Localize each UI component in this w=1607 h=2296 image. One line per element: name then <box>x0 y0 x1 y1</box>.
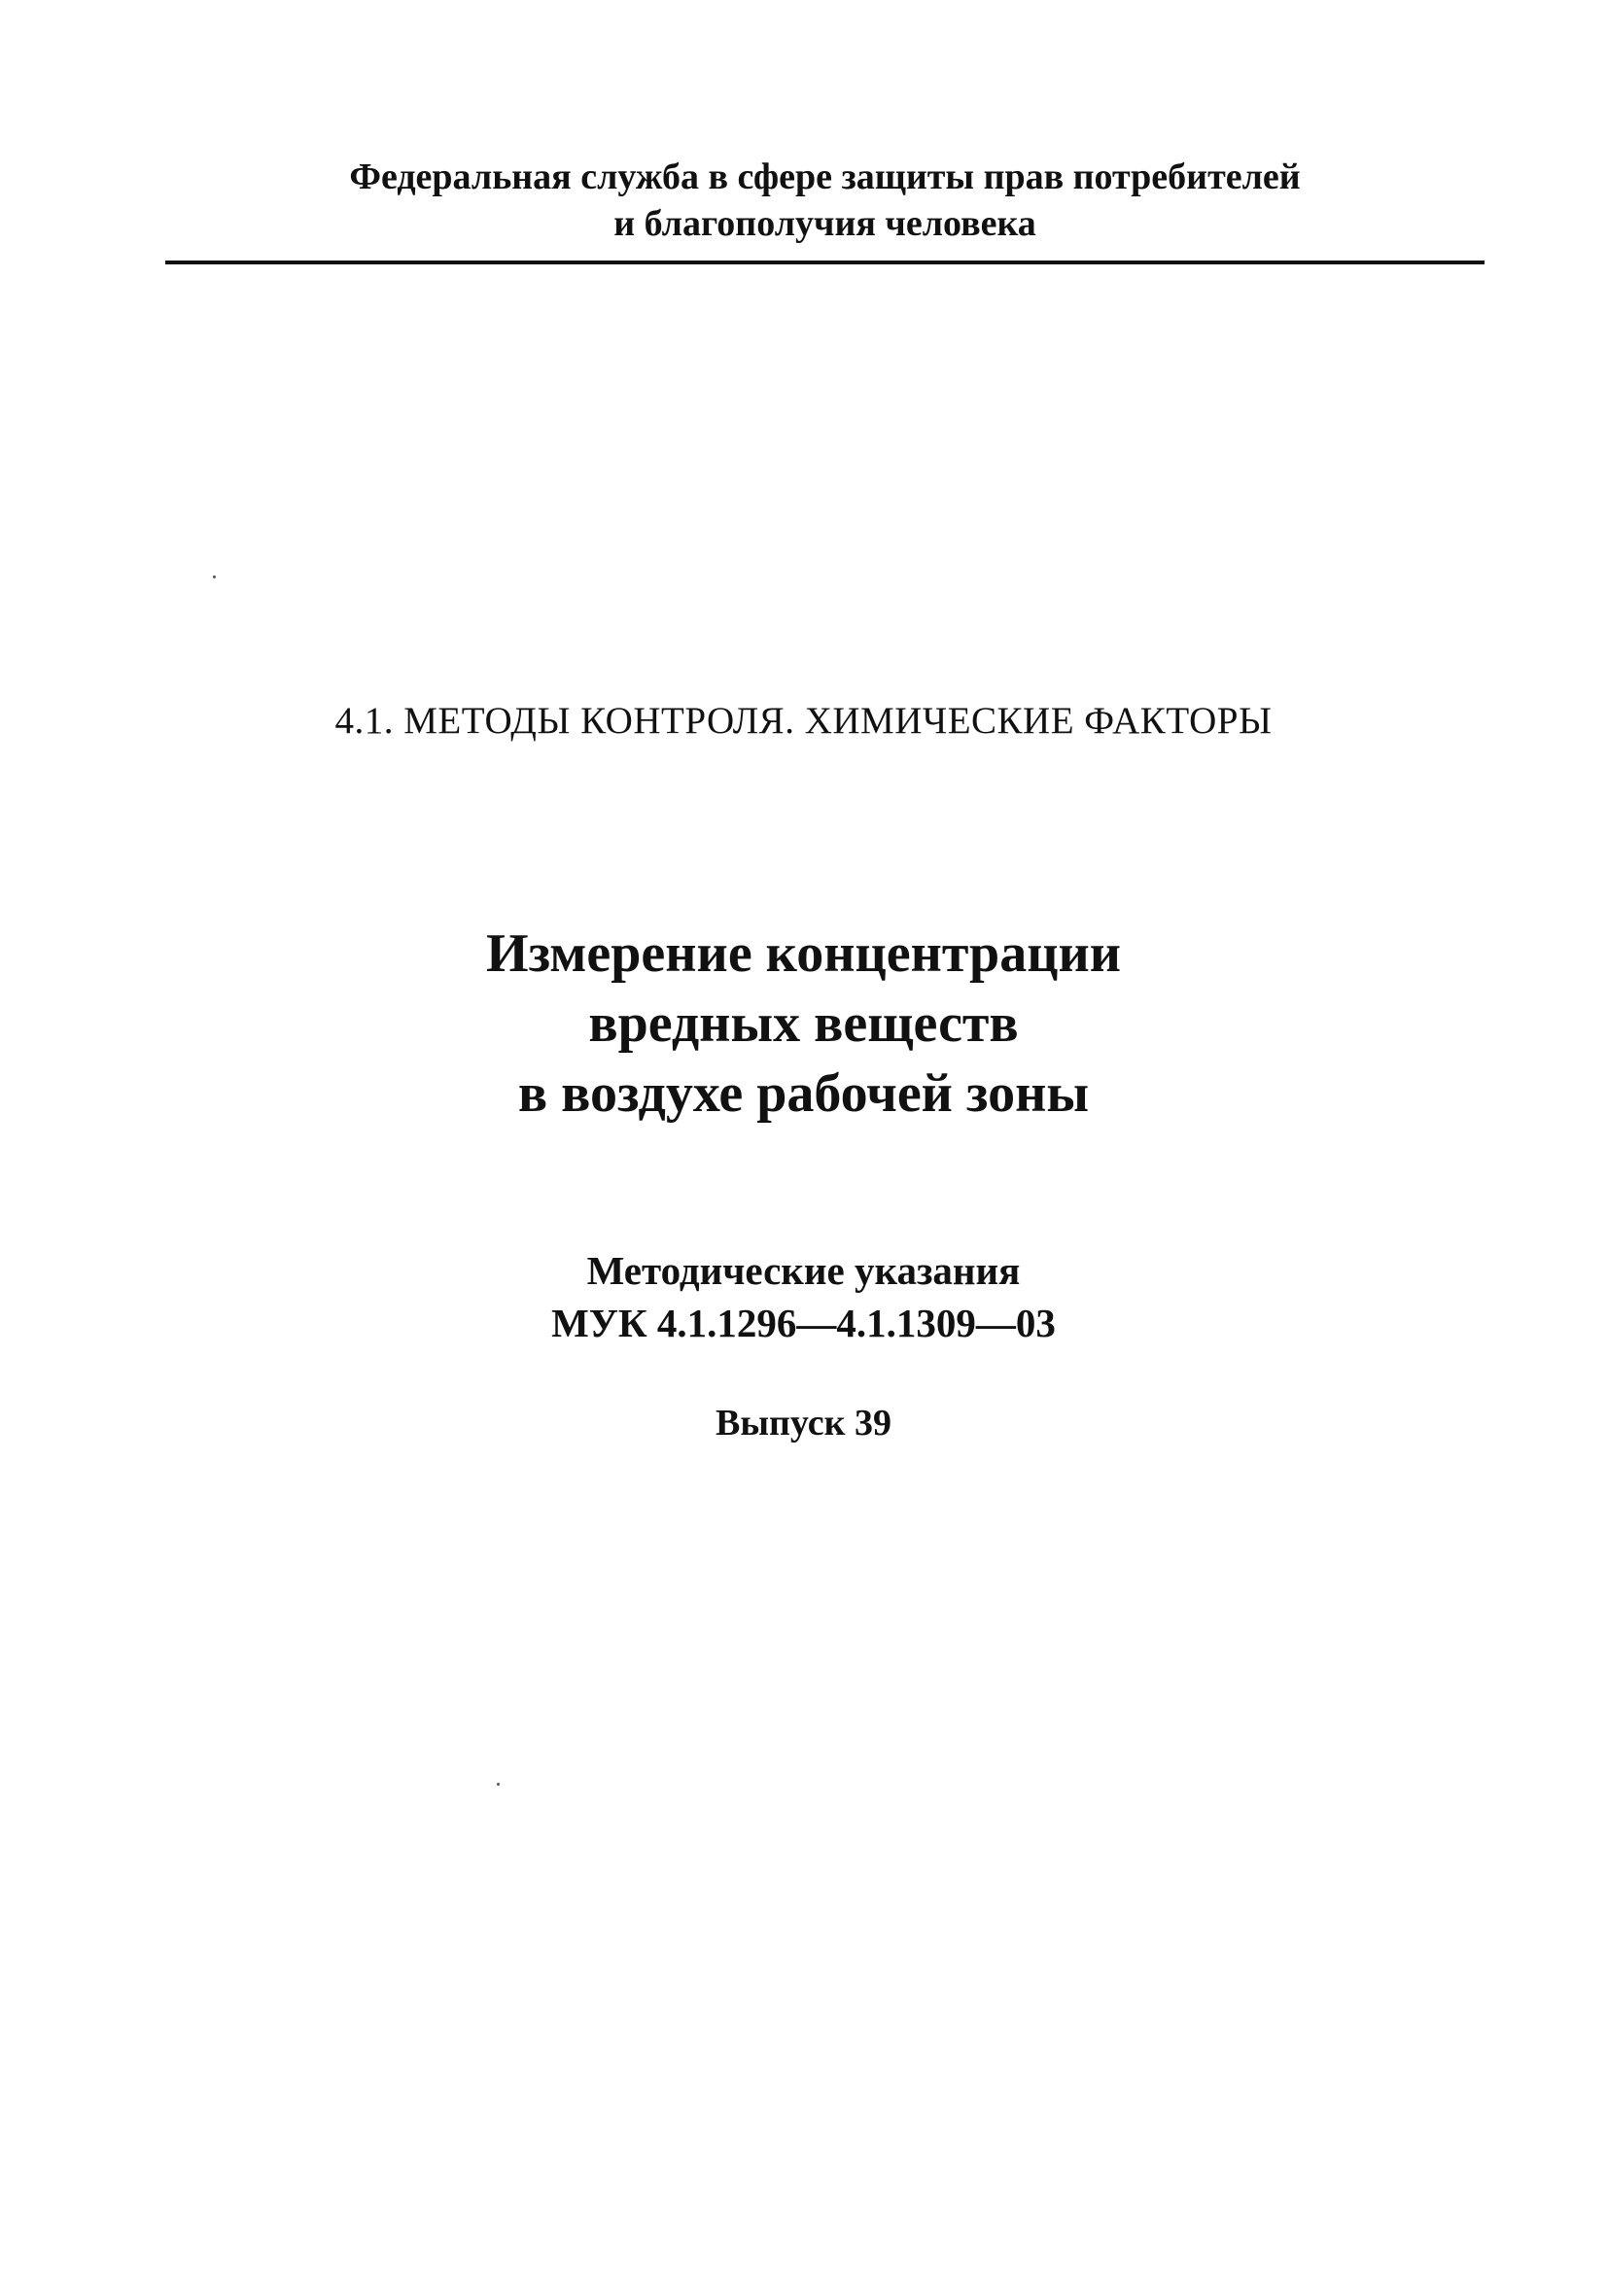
document-type-line: Методические указания <box>586 1248 1021 1293</box>
scan-speck <box>213 575 216 578</box>
document-type <box>0 1244 1607 1349</box>
title-line-3: в воздухе рабочей зоны <box>517 1063 1090 1124</box>
header-divider <box>165 261 1485 264</box>
scan-speck <box>497 1783 500 1786</box>
series-title: 4.1. МЕТОДЫ КОНТРОЛЯ. ХИМИЧЕСКИЕ ФАКТОРЫ <box>334 700 1273 742</box>
document-title <box>0 919 1607 1129</box>
publisher-line-1: Федеральная служба в сфере защиты прав потребителей <box>349 157 1301 197</box>
issue-number: Выпуск 39 <box>715 1403 891 1444</box>
publisher-line-2: и благополучия человека <box>613 203 1036 244</box>
title-line-2: вредных веществ <box>588 993 1019 1054</box>
document-code-line: МУК 4.1.1296—4.1.1309—03 <box>551 1301 1056 1345</box>
title-line-1: Измерение концентрации <box>486 923 1121 984</box>
publisher-header <box>165 154 1485 247</box>
